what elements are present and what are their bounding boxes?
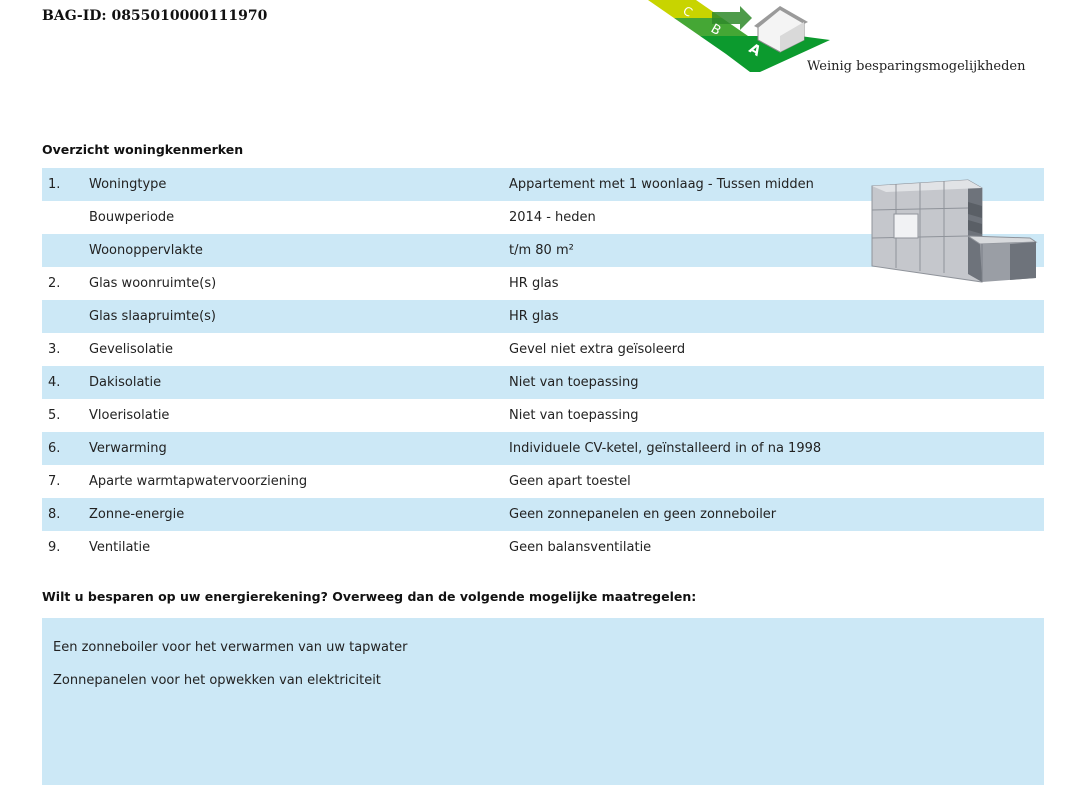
row-value: Niet van toepassing [509, 375, 639, 390]
energy-label-letter-b: B [708, 21, 724, 39]
row-label: Zonne-energie [89, 507, 185, 522]
row-number: 6. [48, 441, 61, 456]
row-value: Geen balansventilatie [509, 540, 652, 555]
row-number: 1. [48, 177, 61, 192]
row-label: Ventilatie [89, 540, 151, 555]
table-row [42, 531, 1044, 564]
row-value: Geen apart toestel [509, 474, 631, 489]
row-value: Niet van toepassing [509, 408, 639, 423]
table-row [42, 333, 1044, 366]
row-value: t/m 80 m² [509, 243, 574, 258]
table-row [42, 366, 1044, 399]
apartment-building-illustration [870, 178, 1038, 284]
table-row [42, 300, 1044, 333]
energy-label-graphic [600, 0, 840, 72]
row-label: Woningtype [89, 177, 167, 192]
row-label: Vloerisolatie [89, 408, 170, 423]
measure-item: Een zonneboiler voor het verwarmen van uw tapwater [53, 640, 408, 655]
bag-id: BAG-ID: 0855010000111970 [42, 8, 268, 24]
row-value: HR glas [509, 309, 559, 324]
row-number: 8. [48, 507, 61, 522]
row-value: Appartement met 1 woonlaag - Tussen midden [509, 177, 814, 192]
row-number: 5. [48, 408, 61, 423]
table-row [42, 432, 1044, 465]
energy-label-caption: Weinig besparingsmogelijkheden [807, 59, 1026, 74]
row-label: Woonoppervlakte [89, 243, 203, 258]
row-label: Gevelisolatie [89, 342, 173, 357]
row-label: Dakisolatie [89, 375, 162, 390]
row-value: Gevel niet extra geïsoleerd [509, 342, 686, 357]
overview-title: Overzicht woningkenmerken [42, 142, 244, 157]
row-value: HR glas [509, 276, 559, 291]
row-number: 2. [48, 276, 61, 291]
energy-label-letter-a: A [746, 40, 764, 60]
row-number: 3. [48, 342, 61, 357]
energy-label-letter-c: C [680, 3, 695, 20]
table-row [42, 465, 1044, 498]
row-number: 7. [48, 474, 61, 489]
row-number: 9. [48, 540, 61, 555]
measures-question: Wilt u besparen op uw energierekening? Overweeg dan de volgende mogelijke maatregelen: [42, 589, 697, 604]
row-number: 4. [48, 375, 61, 390]
row-label: Bouwperiode [89, 210, 175, 225]
row-label: Glas slaapruimte(s) [89, 309, 216, 324]
row-value: 2014 - heden [509, 210, 596, 225]
measures-box [42, 618, 1044, 785]
measure-item: Zonnepanelen voor het opwekken van elektriciteit [53, 673, 381, 688]
row-label: Glas woonruimte(s) [89, 276, 217, 291]
table-row [42, 498, 1044, 531]
row-label: Verwarming [89, 441, 167, 456]
row-value: Individuele CV-ketel, geïnstalleerd in of na 1998 [509, 441, 822, 456]
row-value: Geen zonnepanelen en geen zonneboiler [509, 507, 777, 522]
row-label: Aparte warmtapwatervoorziening [89, 474, 308, 489]
table-row [42, 399, 1044, 432]
